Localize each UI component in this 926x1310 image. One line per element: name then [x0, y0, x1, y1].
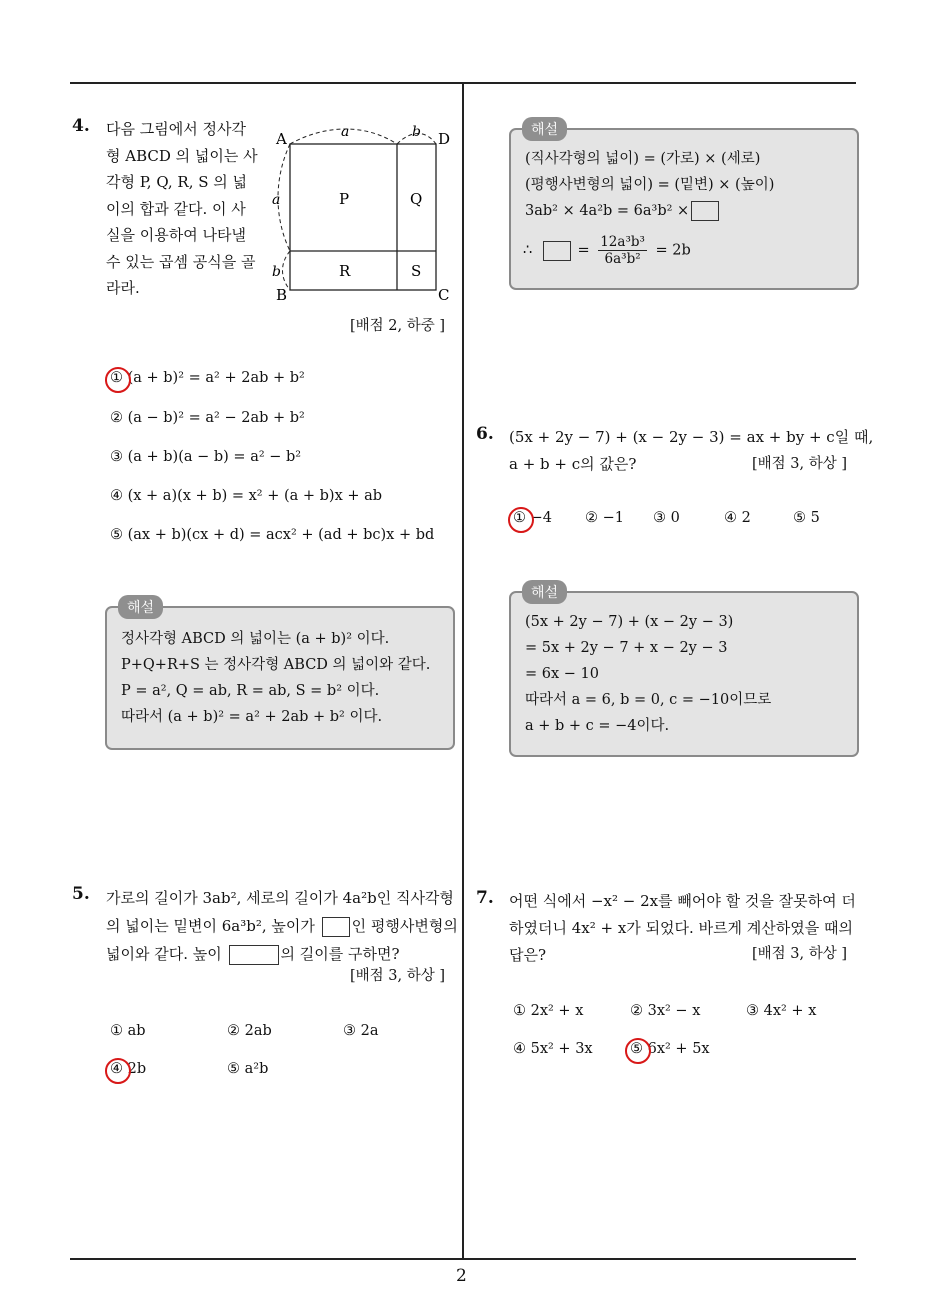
column-divider [462, 82, 464, 1260]
q6-meta: [배점 3, 하상 ] [752, 456, 848, 472]
region-s-label: S [411, 262, 422, 280]
q4-meta: [배점 2, 하중 ] [350, 318, 446, 334]
q5-line2-a: 의 넓이는 밑변이 6a³b², 높이가 [106, 917, 320, 935]
q6-number: 6. [476, 424, 494, 444]
q6-solution-lines [525, 609, 771, 739]
q7-choice-3[interactable]: ③ 4x² + x [746, 1003, 817, 1019]
q7-choice-1[interactable]: ① 2x² + x [513, 1003, 584, 1019]
q4-choice-5[interactable]: ⑤ (ax + b)(cx + d) = acx² + (ad + bc)x + bd [110, 527, 435, 543]
fraction-denominator: 6a³b² [604, 251, 641, 267]
q4-text-line: 각형 P, Q, R, S 의 넓 [106, 173, 248, 191]
q4-solution-box [105, 606, 455, 750]
left-a-label: a [272, 192, 281, 208]
fraction-numerator: 12a³b³ [600, 234, 645, 250]
q4-text-line: 다음 그림에서 정사각 [106, 120, 246, 138]
answer-blank-box [691, 201, 719, 221]
answer-blank-box [322, 917, 350, 937]
q4-solution-tag: 해설 [118, 595, 163, 619]
q6-solution-box [509, 591, 859, 757]
q6-text-line: (5x + 2y − 7) + (x − 2y − 3) = ax + by + c일 때, [509, 428, 874, 446]
answer-circle-mark [105, 1058, 131, 1084]
solution-line: P+Q+R+S 는 정사각형 ABCD 의 넓이와 같다. [121, 657, 431, 673]
q7-text-line: 어떤 식에서 −x² − 2x를 빼어야 할 것을 잘못하여 더 [509, 892, 856, 910]
q5-choice-2[interactable]: ② 2ab [227, 1023, 272, 1039]
q5-meta: [배점 3, 하상 ] [350, 968, 446, 984]
solution-line: = 5x + 2y − 7 + x − 2y − 3 [525, 640, 728, 656]
q5-text [106, 884, 458, 968]
q4-square-figure [266, 118, 456, 308]
solution-line: = 6x − 10 [525, 666, 599, 682]
solution-line: 따라서 (a + b)² = a² + 2ab + b² 이다. [121, 709, 383, 725]
solution-line: P = a², Q = ab, R = ab, S = b² 이다. [121, 683, 380, 699]
answer-circle-mark [625, 1038, 651, 1064]
q4-text-line: 형 ABCD 의 넓이는 사 [106, 146, 258, 165]
answer-blank-box [229, 945, 279, 965]
q5-line3-a: 넓이와 같다. 높이 [106, 945, 227, 963]
q6-text-line: a + b + c의 값은? [509, 454, 637, 473]
q5-choice-3[interactable]: ③ 2a [343, 1023, 379, 1039]
q4-text-line: 이의 합과 같다. 이 사 [106, 199, 246, 218]
corner-d-label: D [438, 130, 451, 148]
page-number: 2 [456, 1266, 467, 1286]
top-a-label: a [341, 124, 350, 140]
top-b-label: b [412, 124, 421, 140]
solution-line: 정사각형 ABCD 의 넓이는 (a + b)² 이다. [121, 631, 390, 647]
q5-line3-b: 의 길이를 구하면? [280, 945, 400, 963]
equals-sign: = [577, 242, 590, 259]
q4-choice-2[interactable]: ② (a − b)² = a² − 2ab + b² [110, 410, 305, 426]
solution-line: 따라서 a = 6, b = 0, c = −10이므로 [525, 692, 772, 708]
q7-choice-2[interactable]: ② 3x² − x [630, 1003, 701, 1019]
q5-text-line [106, 912, 458, 940]
answer-blank-box [543, 241, 571, 261]
q4-text-line: 라라. [106, 279, 140, 297]
q5-number: 5. [72, 884, 90, 904]
q7-meta: [배점 3, 하상 ] [752, 946, 848, 962]
corner-a-label: A [276, 130, 287, 148]
q5-solution-box [509, 128, 859, 290]
q4-solution-lines [121, 626, 430, 730]
q4-number: 4. [72, 116, 90, 136]
q7-text-line: 하였더니 4x² + x가 되었다. 바르게 계산하였을 때의 [509, 919, 854, 937]
answer-circle-mark [508, 507, 534, 533]
q4-text [106, 116, 258, 302]
q4-choice-3[interactable]: ③ (a + b)(a − b) = a² − b² [110, 449, 302, 465]
solution-line: (5x + 2y − 7) + (x − 2y − 3) [525, 614, 734, 630]
answer-circle-mark [105, 367, 131, 393]
region-q-label: Q [410, 190, 423, 208]
q6-choice-2[interactable]: ② −1 [585, 510, 624, 526]
corner-c-label: C [438, 286, 450, 304]
q5-choice-4[interactable]: ④ 2b [110, 1061, 147, 1077]
left-b-label: b [272, 264, 281, 280]
fraction [598, 234, 647, 267]
q5-choice-5[interactable]: ⑤ a²b [227, 1061, 269, 1077]
q7-number: 7. [476, 888, 494, 908]
solution-line: a + b + c = −4이다. [525, 718, 670, 734]
q6-choice-4[interactable]: ④ 2 [724, 510, 751, 526]
q7-text-line: 답은? [509, 946, 547, 964]
q5-solution-fraction-row [523, 234, 691, 267]
solution-line [525, 198, 774, 224]
q4-choice-1[interactable]: ① (a + b)² = a² + 2ab + b² [110, 370, 305, 386]
q5-line2-b: 인 평행사변형의 [351, 917, 458, 935]
bottom-rule [70, 1258, 856, 1260]
q4-choice-4[interactable]: ④ (x + a)(x + b) = x² + (a + b)x + ab [110, 488, 383, 504]
q4-text-line: 수 있는 곱셈 공식을 골 [106, 252, 256, 271]
region-r-label: R [339, 262, 351, 280]
therefore-symbol: ∴ [523, 242, 533, 259]
q5-solution-tag: 해설 [522, 117, 567, 141]
q7-choice-5[interactable]: ⑤ 6x² + 5x [630, 1041, 710, 1057]
corner-b-label: B [276, 286, 288, 304]
q6-choice-1[interactable]: ① −4 [513, 510, 552, 526]
q5-text-line: 가로의 길이가 3ab², 세로의 길이가 4a²b인 직사각형 [106, 889, 454, 907]
region-p-label: P [339, 190, 350, 208]
q4-text-line: 실을 이용하여 나타낼 [106, 226, 246, 244]
q6-choice-3[interactable]: ③ 0 [653, 510, 680, 526]
q6-choice-5[interactable]: ⑤ 5 [793, 510, 820, 526]
fraction-result: = 2b [655, 242, 691, 259]
solution-line: (직사각형의 넓이) = (가로) × (세로) [525, 151, 761, 167]
q6-solution-tag: 해설 [522, 580, 567, 604]
solution-line: (평행사변형의 넓이) = (밑변) × (높이) [525, 177, 775, 193]
q5-solution-lines [525, 146, 774, 224]
solution-line-text: 3ab² × 4a²b = 6a³b² × [525, 203, 690, 219]
q5-choice-1[interactable]: ① ab [110, 1023, 146, 1039]
q7-choice-4[interactable]: ④ 5x² + 3x [513, 1041, 593, 1057]
